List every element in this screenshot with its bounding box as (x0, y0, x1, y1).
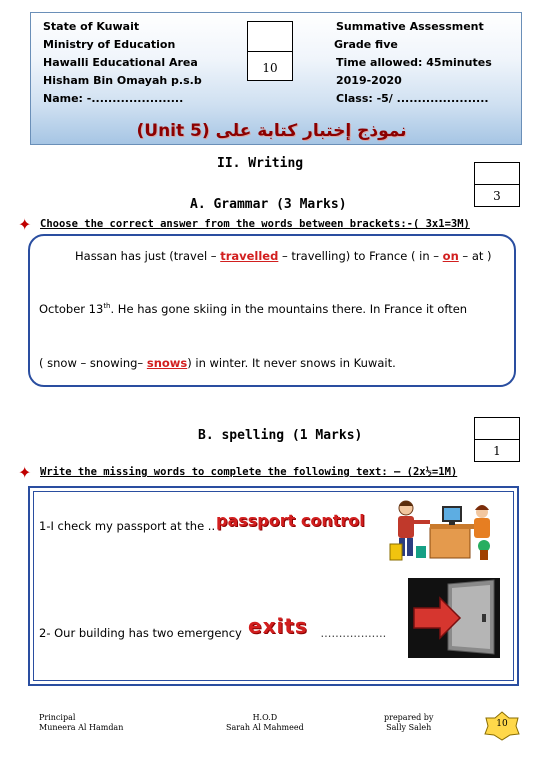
spelling-score: 1 (493, 444, 501, 458)
header-year: 2019-2020 (336, 74, 402, 87)
header-assessment: Summative Assessment (336, 20, 484, 33)
spelling-title: B. spelling (1 Marks) (198, 428, 363, 443)
page-score: 10 (496, 719, 508, 729)
total-score-box (247, 21, 293, 81)
passport-control-illustration (386, 494, 496, 566)
footer-hod: H.O.D Sarah Al Mahmeed (226, 713, 304, 732)
writing-title: II. Writing (217, 156, 304, 171)
star-bullet-icon: ✦ (18, 215, 32, 234)
spelling-score-box (474, 417, 520, 462)
grammar-line-1: Hassan has just (travel – travelled – travelling) to France ( in – on – at ) (75, 249, 492, 263)
header-grade: Grade five (334, 38, 398, 51)
header-name-field: Name: -...................... (43, 92, 184, 105)
grammar-score-box (474, 162, 520, 207)
spelling-q2: 2- Our building has two emergency .................. (39, 626, 387, 640)
total-score: 10 (262, 61, 278, 75)
star-bullet-icon: ✦ (18, 463, 32, 482)
header-state: State of Kuwait (43, 20, 140, 33)
grammar-instruction: Choose the correct answer from the words between brackets:-( 3x1=3M) (40, 218, 470, 230)
header-school: Hisham Bin Omayah p.s.b (43, 74, 202, 87)
spelling-answer-2: exits (248, 614, 308, 638)
spelling-instruction: Write the missing words to complete the following text: – (2x½=1M) (40, 466, 458, 478)
answer-snows: snows (146, 356, 188, 370)
answer-travelled: travelled (220, 249, 279, 263)
grammar-title: A. Grammar (3 Marks) (190, 197, 347, 212)
footer-principal: Principal Muneera Al Hamdan (39, 713, 124, 732)
grammar-line-2: October 13th. He has gone skiing in the mountains there. In France it often (39, 302, 468, 316)
grammar-line-3: ( snow – snowing– snows) in winter. It never snows in Kuwait. (39, 356, 396, 370)
exit-door-illustration (408, 578, 500, 658)
spelling-answer-1: passport control (216, 511, 365, 530)
arabic-title: نموذج إختبار كتابة على (Unit 5) (136, 121, 407, 141)
footer-prepared: prepared by Sally Saleh (384, 713, 434, 732)
spelling-q1: 1-I check my passport at the .. (39, 519, 216, 533)
header-ministry: Ministry of Education (43, 38, 176, 51)
header-time: Time allowed: 45minutes (336, 56, 492, 69)
header-area: Hawalli Educational Area (43, 56, 198, 69)
grammar-score: 3 (493, 189, 501, 203)
header-class-field: Class: -5/ ...................... (336, 92, 489, 105)
answer-on: on (442, 249, 459, 263)
